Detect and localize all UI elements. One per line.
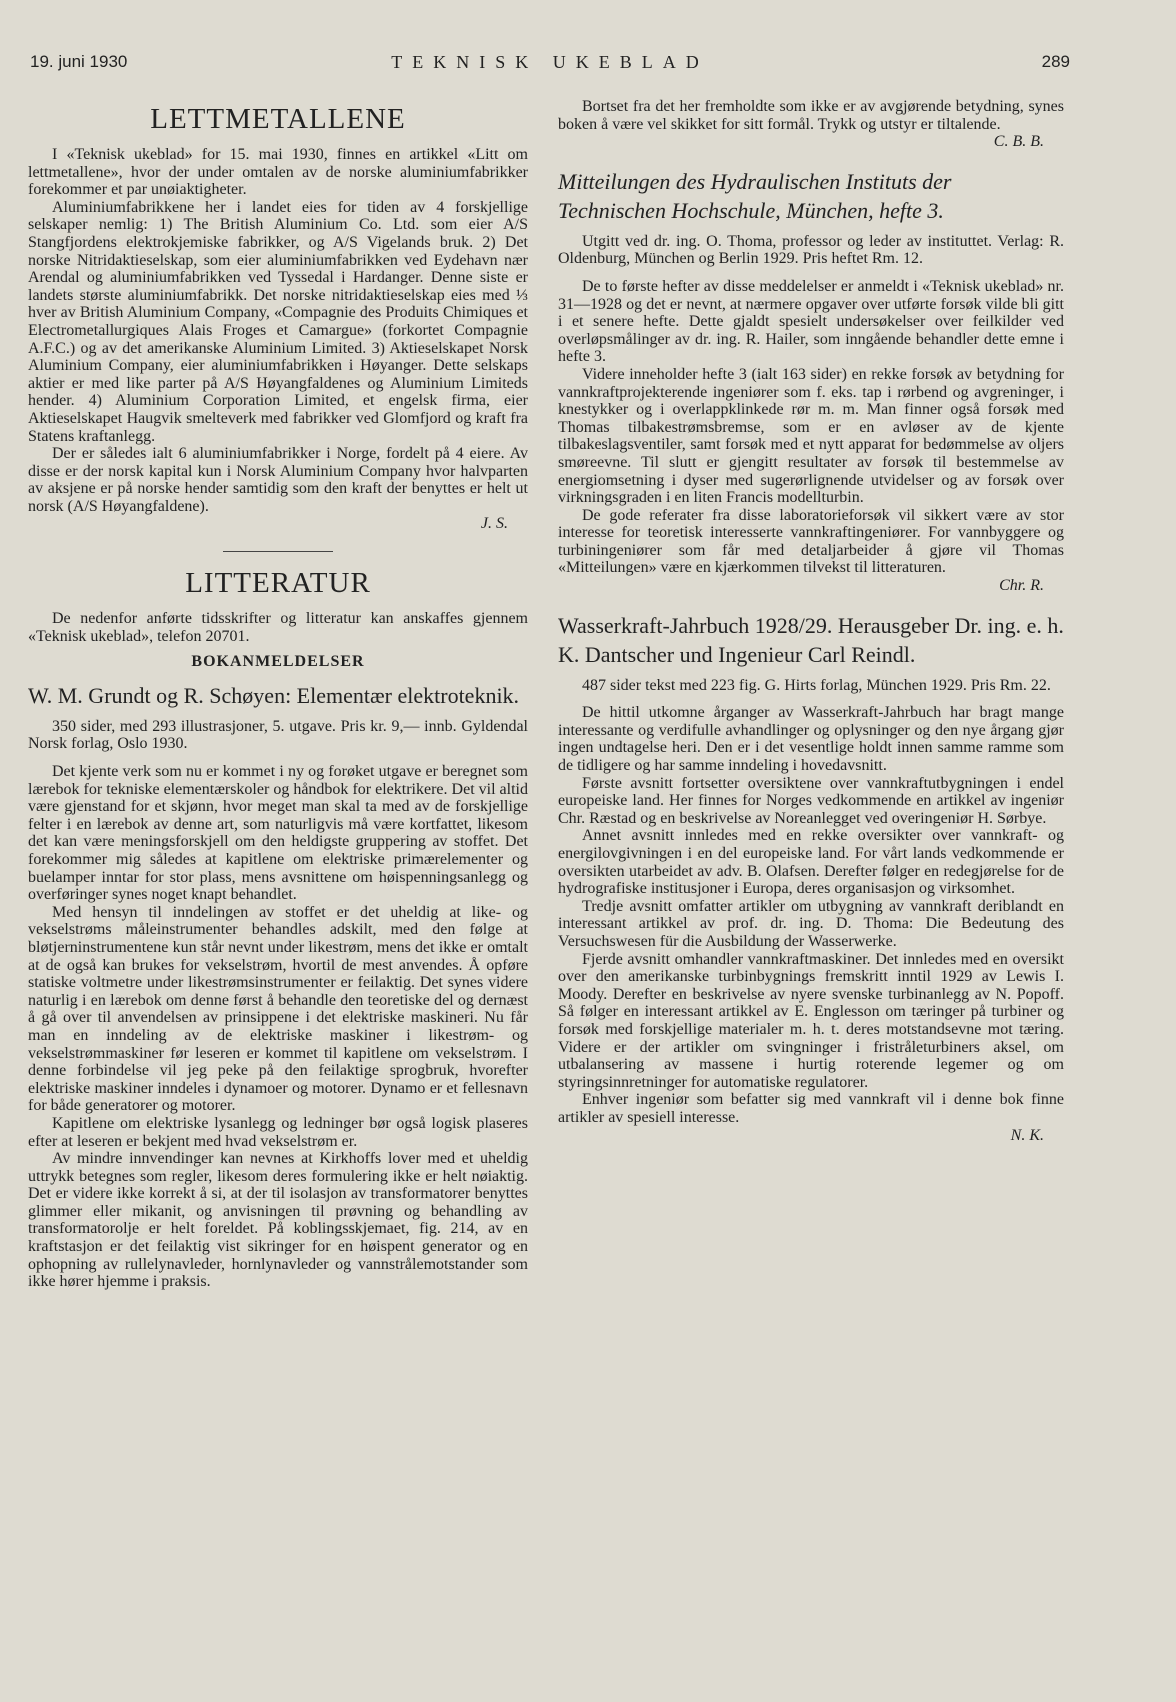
book-review-paragraph: Videre inneholder hefte 3 (ialt 163 sider) en rekke forsøk av betydning for vannkraftprojekterende ingeniører som f. eks. tap i rørbend og avgreninger, i knestykker og i overlappklinkede rør m. m. Man finner også forsøk med Thomas tilbakestrømsbremse, som er en avløser av de kjente tilbakeslagsventiler, samt forsøk med et nytt apparat for bedømmelse av oljers smøreevne. Til slutt er gjengitt resultater av forsøk til bestemmelse av energiomsetning i dyser med sugerørlignende utvidelser og av forsøk over virkningsgraden i en liten Francis modellturbin.: [558, 365, 1064, 507]
review-signature: Chr. R.: [999, 577, 1044, 595]
book-review-paragraph: Av mindre innvendinger kan nevnes at Kirkhoffs lover med et uheldig uttrykk betegnes som regler, likesom deres formulering ikke er helt nøiaktig. Det er videre ikke korrekt å si, at der til isolasjon av transformatorer benyttes glimmer eller mikanit, og anvisningen til prøvning og behandling av transformatorolje er helt foreldet. På koblingsskjemaet, fig. 214, av en kraftstasjon er det feilaktig vist sikringer for en høispent generator og en ophopning av rullelynavleder, hornlynavleder og vannstrålemotstander som ikke hører hjemme i praksis.: [28, 1150, 528, 1291]
litteratur-intro: De nedenfor anførte tidsskrifter og litteratur kan anskaffes gjennem «Teknisk ukeblad», telefon 20701.: [28, 610, 528, 645]
page-header: [30, 52, 1070, 76]
book-review-heading: Mitteilungen des Hydraulischen Instituts der Technischen Hochschule, München, hefte 3.: [558, 168, 952, 223]
right-column: [558, 98, 1064, 1144]
article-signature: J. S.: [480, 515, 508, 533]
book-review-paragraph: Fjerde avsnitt omhandler vannkraftmaskiner. Det innledes med en oversikt over den amerikanske turbinbygnings fremskritt inntil 1929 av Lewis I. Moody. Derefter en beskrivelse av nyere svenske turbinanlegg av N. Popoff. Så følger en interessant artikkel av E. Englesson om tæringer på turbiner og forsøk med forskjellige materialer m. h. t. deres motstandsevne mot tæring. Videre er der artikler om svingninger i fristråleturbiners aksel, om utbalansering av massene i hurtig roterende legemer og om styringsinnretninger for automatiske regulatorer.: [558, 950, 1064, 1091]
book-review-paragraph: Det kjente verk som nu er kommet i ny og forøket utgave er beregnet som lærebok for tekniske elementærskoler og håndbok for elektrikere. Det vil altid være gjenstand for et skjønn, hvor meget man skal ta med av de forskjellige felter i en lærebok av denne art, som naturligvis må være kortfattet, likesom det kan være meningsforskjell om den heldigste gruppering av stoffet. Det forekommer mig således at kapitlene om elektriske primærelementer og buelamper inntar for stor plass, mens avsnittene om høispenningsanlegg og overføringer synes noget knapt behandlet.: [28, 763, 528, 904]
section-divider: [223, 551, 333, 552]
book-review-paragraph: Første avsnitt fortsetter oversiktene over vannkraftutbygningen i endel europeiske land. Her finnes for Norges vedkommende en artikkel av ingeniør Chr. Ræstad og en beskrivelse av Noreanlegget ved overingeniør H. Sørbye.: [558, 774, 1064, 827]
book-review-meta: 350 sider, med 293 illustrasjoner, 5. utgave. Pris kr. 9,— innb. Gyldendal Norsk forlag, Oslo 1930.: [28, 717, 528, 753]
page-number: 289: [1041, 52, 1070, 71]
article-paragraph: I «Teknisk ukeblad» for 15. mai 1930, finnes en artikkel «Litt om lettmetallene», hvor der under omtalen av de norske aluminiumfabrikker forekommer et par unøiaktigheter.: [28, 146, 528, 199]
book-review-paragraph: Bortset fra det her fremholdte som ikke er av avgjørende betydning, synes boken å være vel skikket for sitt formål. Trykk og utstyr er tiltalende.: [558, 98, 1064, 133]
subsection-title-bokanmeldelser: BOKANMELDELSER: [191, 653, 365, 671]
book-review-heading: Wasserkraft-Jahrbuch 1928/29. Herausgeber Dr. ing. e. h. K. Dantscher und Ingenieur Carl Reindl.: [558, 612, 1064, 667]
issue-date: 19. juni 1930: [30, 52, 128, 71]
left-column: [28, 98, 528, 1291]
book-review-paragraph: Kapitlene om elektriske lysanlegg og ledninger bør også logisk plaseres efter at leseren er bekjent med hvad vekselstrøm er.: [28, 1114, 528, 1150]
book-review-paragraph: Med hensyn til inndelingen av stoffet er det uheldig at like- og vekselstrøms måleinstrumenter behandles adskilt, med den følge at bløtjerninstrumentene kun står nevnt under likestrøm, mens det ikke er omtalt at de også kan brukes for vekselstrøm, hvortil de mest anvendes. Å opføre statiske voltmetre under likestrømsinstrumenter er feilaktig. Det synes videre naturlig i en lærebok om denne først å behandle den teoretiske del og dernæst å gå over til anvendelsen av prinsippene i det elektriske maskineri. Nu får man en inndeling av de elektriske maskiner i likestrøm- og vekselstrømmaskiner før leseren er kommet til kapitlene om vekselstrøm. I denne forbindelse vil jeg peke på den feilaktige sprogbruk, hvorefter elektriske maskiner inndeles i dynamoer og motorer. Dynamo er et fellesnavn for både generatorer og motorer.: [28, 903, 528, 1115]
book-review-paragraph: De to første hefter av disse meddelelser er anmeldt i «Teknisk ukeblad» nr. 31—1928 og det er nevnt, at nærmere opgaver over utførte forsøk vilde bli gitt i et senere hefte. Dette gjaldt spesielt undersøkelser over feilkilder ved overløpsmålinger av dr. ing. R. Hailer, som inngående behandler dette emne i hefte 3.: [558, 277, 1064, 366]
book-review-paragraph: De gode referater fra disse laboratorieforsøk vil sikkert være av stor interesse for teoretisk interesserte vannkraftingeniører. For vannbyggere og turbiningeniører som får med detaljarbeider å gjøre vil Thomas «Mitteilungen» være en kjærkommen tilvekst til litteraturen.: [558, 506, 1064, 577]
article-paragraph: Aluminiumfabrikkene her i landet eies for tiden av 4 forskjellige selskaper nemlig: 1) The British Aluminium Co. Ltd. som eier A/S Stangfjordens elektrokjemiske fabrikker, og A/S Vigelands bruk. 2) Det norske Nitridaktieselskap, som eier aluminiumfabrikken ved Eydehavn nær Arendal og aluminiumfabrikken ved Tyssedal i Hardanger. Denne siste er landets største aluminiumfabrikk. Det norske nitridaktieselskap eies med ⅓ hver av British Aluminium Company, «Compagnie des Produits Chimiques et Electrometallurgiques Alais Froges et Camargue» (forkortet Compagnie A.F.C.) og av det amerikanske Aluminium Limited. 3) Aktieselskapet Norsk Aluminium Company, eier aluminiumfabrikken i Høyanger. Dette selskaps aktier er med like parter på A/S Høyangfaldenes og Aluminium Limiteds hender. 4) Aluminium Corporation Limited, et engelsk firma, eier Aktieselskapet Haugvik smelteverk med fabrikker ved Glomfjord og kraft fra Statens kraftanlegg.: [28, 198, 528, 445]
book-review-meta: Utgitt ved dr. ing. O. Thoma, professor og leder av instituttet. Verlag: R. Oldenburg, München og Berlin 1929. Pris heftet Rm. 12.: [558, 232, 1064, 268]
review-signature: N. K.: [1010, 1126, 1044, 1144]
book-review-paragraph: Annet avsnitt innledes med en rekke oversikter over vannkraft- og energilovgivningen i en del europeiske land. For vårt lands vedkommende er oversikten utarbeidet av adv. B. Olafsen. Derefter følger en redegjørelse for de hydrografiske institusjoner i Europa, deres organisasjon og virksomhet.: [558, 827, 1064, 898]
book-review-heading: W. M. Grundt og R. Schøyen: Elementær elektroteknik.: [28, 682, 520, 708]
article-paragraph: Der er således ialt 6 aluminiumfabrikker i Norge, fordelt på 4 eiere. Av disse er der norsk kapital kun i Norsk Aluminium Company hvor halvparten av aksjene er på norske hender samtidig som den kraft der benyttes er helt ut norsk (A/S Høyangfaldene).: [28, 445, 528, 515]
section-title-lettmetallene: LETTMETALLENE: [150, 103, 406, 135]
review-signature: C. B. B.: [993, 133, 1044, 151]
section-title-litteratur: LITTERATUR: [185, 567, 371, 600]
book-review-paragraph: Enhver ingeniør som befatter sig med vannkraft vil i denne bok finne artikler av spesiell interesse.: [558, 1091, 1064, 1126]
book-review-paragraph: Tredje avsnitt omfatter artikler om utbygning av vannkraft deriblandt en interessant artikkel av prof. dr. ing. D. Thoma: Die Bedeutung des Versuchswesen für die Ausbildung der Wasserwerke.: [558, 897, 1064, 950]
book-review-meta: 487 sider tekst med 223 fig. G. Hirts forlag, München 1929. Pris Rm. 22.: [582, 676, 1051, 694]
journal-title: TEKNISK UKEBLAD: [391, 52, 709, 72]
book-review-paragraph: De hittil utkomne årganger av Wasserkraft-Jahrbuch har bragt mange interessante og verdifulle avhandlinger og oplysninger og den nye årgang gjør ingen undtagelse heri. Den er i det vesentlige holdt innen samme ramme som de tidligere og har samme inndeling i hovedavsnitt.: [558, 704, 1064, 775]
